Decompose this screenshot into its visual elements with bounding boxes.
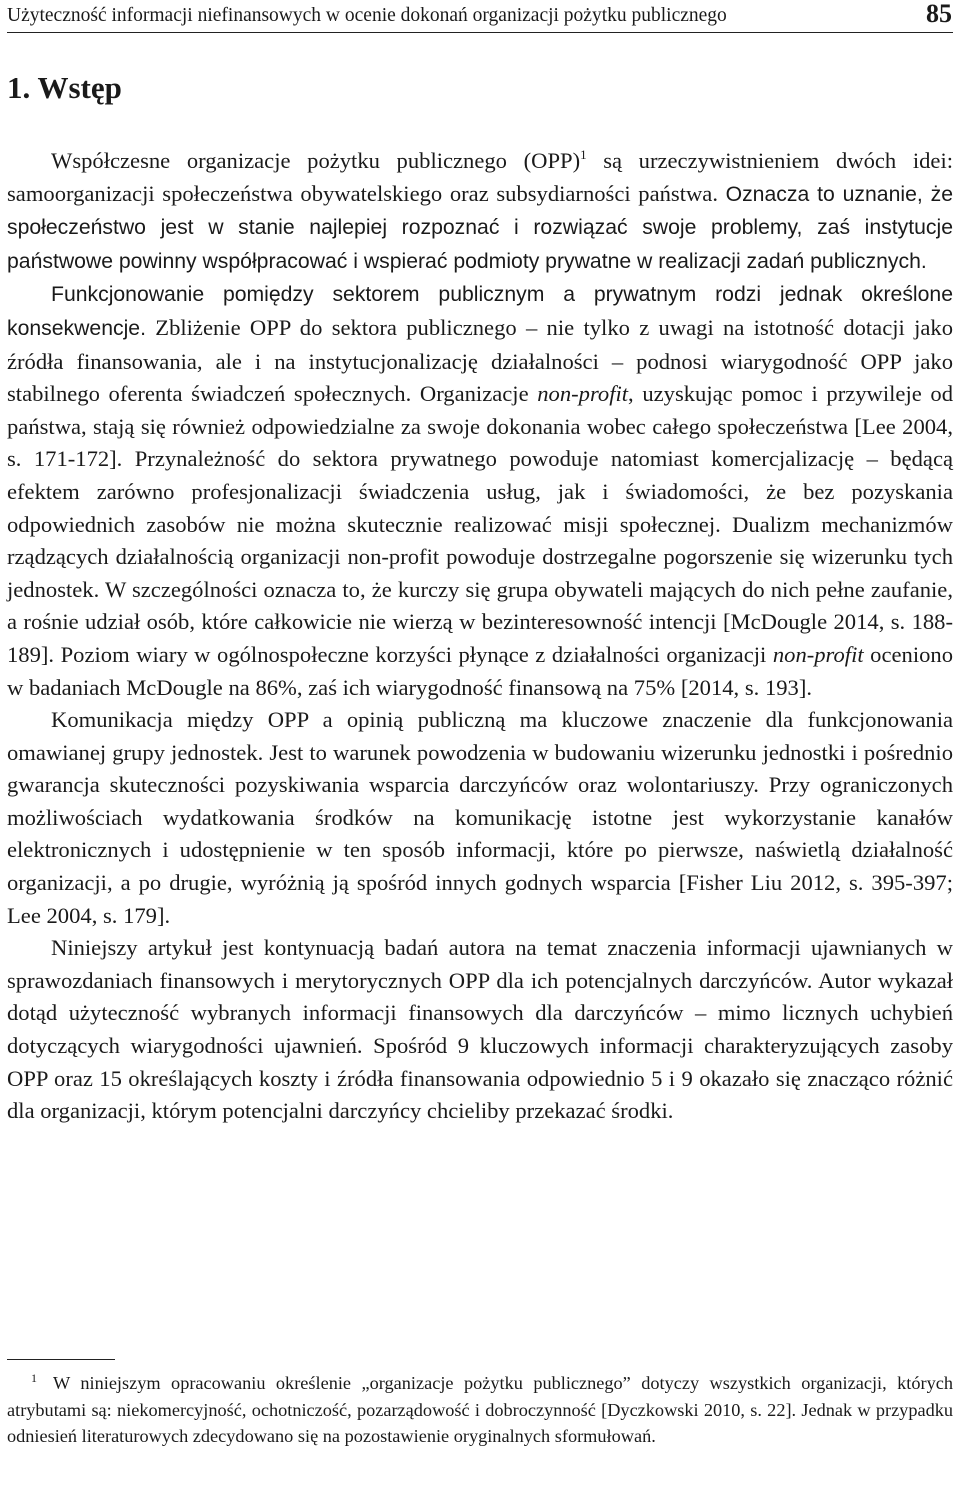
footnote-number: 1 <box>31 1371 37 1385</box>
paragraph-2-text-3: oceniono w badaniach McDougle na 86%, zaś ich wiarygodność finansową na 75% [2014, s. 193]. <box>7 641 954 700</box>
paragraph-2-text-1: Zbliżenie OPP do sektora publicznego – nie tylko z uwagi na istotność dotacji jako źródła finansowania, ale i na instytucjonalizację działalności – podnosi wiarygodność OPP jako stabilnego oferenta świadczeń społecznych. Organizacje <box>7 314 953 407</box>
body-text <box>7 145 953 1128</box>
paragraph-2 <box>7 278 953 704</box>
paragraph-1-sans-text: Oznacza to uznanie, że społeczeństwo jest w stanie najlepiej rozpoznać i rozwiązać swoje problemy, zaś instytucje państwowe powinny współpracować i wspierać podmioty prywatne w realizacji zadań publicznych. <box>7 182 953 273</box>
paragraph-2-text-2: , uzyskując pomoc i przywileje od państwa, stają się również odpowiedzialne za swoje dokonania wobec całego społeczeństwa [Lee 2004, s. 171-172]. Przynależność do sektora prywatnego powoduje natomiast komercjalizację – będącą efektem zarówno profesjonalizacji świadczenia usług, jak i świadomości, że bez pozyskania odpowiednich zasobów nie można skutecznie realizować misji społecznej. Dualizm mechanizmów rządzących działalnością organizacji non-profit powoduje dostrzegalne pogorszenie się wizerunku tych jednostek. W szczególności oznacza to, że kurczy się grupa obywateli mających do nich pełne zaufanie, a rośnie udział osób, które całkowicie nie wierzą w bezinteresowność intencji [McDougle 2014, s. 188-189]. Poziom wiary w ogólnospołeczne korzyści płynące z działalności organizacji <box>7 381 953 667</box>
paragraph-1-intro-rest: są urzeczywistnieniem dwóch idei: samoorganizacji społeczeństwa obywatelskiego oraz subsydiarności państwa. <box>7 148 953 206</box>
section-title: 1. Wstęp <box>7 70 122 105</box>
paragraph-2-italic-1: non-profit <box>537 381 629 407</box>
paragraph-1-intro: Współczesne organizacje pożytku publicznego (OPP) <box>51 148 581 173</box>
paragraph-3: Komunikacja między OPP a opinią publiczną ma kluczowe znaczenie dla funkcjonowania omawianej grupy jednostek. Jest to warunek powodzenia w budowaniu wizerunku jednostki i pośrednio gwarancja skuteczności pozyskiwania wsparcia darczyńców oraz wolontariuszy. Przy ograniczonych możliwościach wydatkowania środków na komunikację istotne jest wykorzystanie kanałów elektronicznych i udostępnienie w ten sposób informacji, które po pierwsze, naświetlą działalność organizacji, a po drugie, wyróżnią ją spośród innych godnych wsparcia [Fisher Liu 2012, s. 395-397; Lee 2004, s. 179]. <box>7 707 953 928</box>
paragraph-2-italic-2: non-profit <box>772 641 864 667</box>
footnote-separator <box>7 1359 115 1360</box>
footnote <box>7 1370 953 1450</box>
running-header <box>7 2 953 33</box>
document-page <box>7 0 953 1485</box>
paragraph-4: Niniejszy artykuł jest kontynuacją badań autora na temat znaczenia informacji ujawnianych w sprawozdaniach finansowych i merytorycznych OPP dla ich potencjalnych darczyńców. Autor wykazał dotąd użyteczność wybranych informacji finansowych dla darczyńców – mimo licznych uchybień dotyczących wiarygodności ujawnień. Spośród 9 kluczowych informacji charakteryzujących zasoby OPP oraz 15 określających koszty i źródła finansowania odpowiednio 5 i 9 okazało się znacząco różnić dla organizacji, którym potencjalni darczyńcy chcieliby przekazać środki. <box>7 935 953 1124</box>
paragraph-1 <box>7 145 953 278</box>
footnote-reference: 1 <box>580 147 587 162</box>
page-number: 85 <box>926 0 952 28</box>
running-header-title: Użyteczność informacji niefinansowych w ocenie dokonań organizacji pożytku publicznego <box>7 5 727 26</box>
footnote-text: W niniejszym opracowaniu określenie „organizacje pożytku publicznego” dotyczy wszystkich organizacji, których atrybutami są: niekomercyjność, ochotniczość, pozarządowość i dobroczynność [Dyczkowski 2010, s. 22]. Jednak w przypadku odniesień literaturowych zdecydowano się na pozostawienie oryginalnych sformułowań. <box>7 1373 953 1447</box>
paragraph-2-sans-text: Funkcjonowanie pomiędzy sektorem publicznym a prywatnym rodzi jednak określone konsekwencje. <box>7 283 953 340</box>
